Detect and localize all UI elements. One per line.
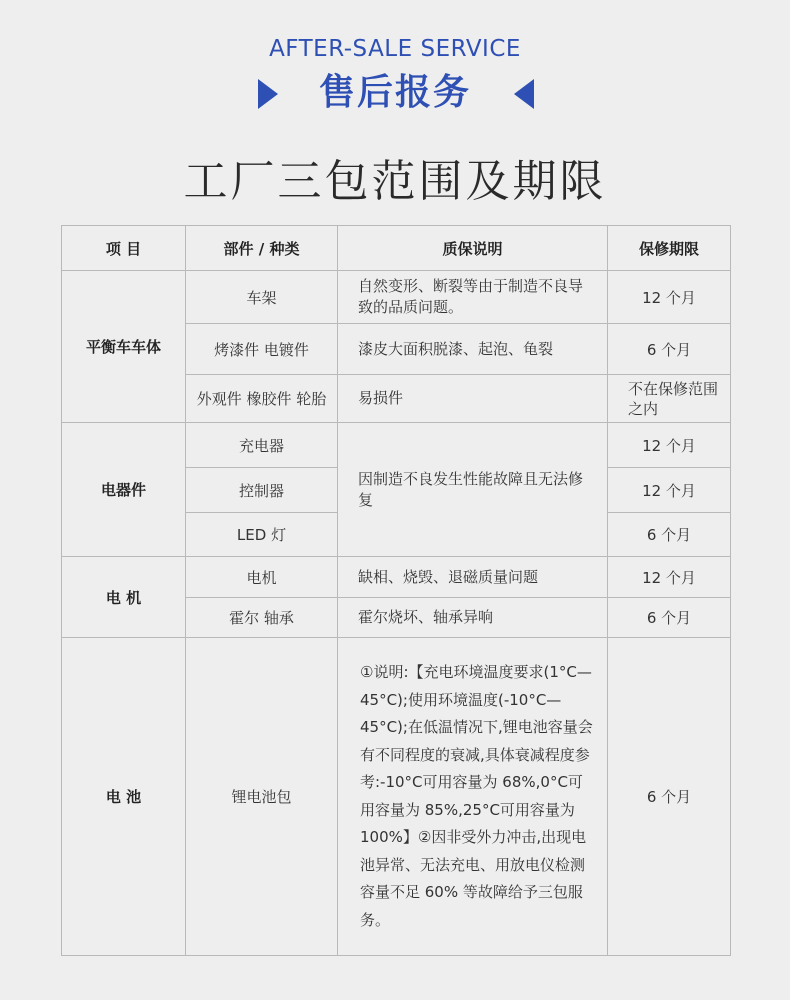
table-row [62,638,731,956]
part-cell: 外观件 橡胶件 轮胎 [186,375,338,423]
period-cell: 12 个月 [608,557,731,598]
warranty-table [61,225,731,956]
period-cell: 12 个月 [608,468,731,513]
part-cell: 控制器 [186,468,338,513]
period-cell: 不在保修范围之内 [608,375,731,423]
period-cell: 6 个月 [608,598,731,638]
period-cell: 12 个月 [608,423,731,468]
desc-cell: 漆皮大面积脱漆、起泡、龟裂 [338,324,608,375]
period-cell: 6 个月 [608,638,731,956]
desc-cell: 缺相、烧毁、退磁质量问题 [338,557,608,598]
table-row [62,557,731,598]
header-title-cn: 售后报务 [318,72,471,113]
part-cell: LED 灯 [186,513,338,557]
column-header-item: 项 目 [62,226,186,271]
group-item-cell: 电器件 [62,423,186,557]
desc-cell: 自然变形、断裂等由于制造不良导致的品质问题。 [338,271,608,324]
desc-cell: 因制造不良发生性能故障且无法修复 [338,423,608,557]
table-row [62,423,731,468]
period-cell: 6 个月 [608,513,731,557]
group-item-cell: 平衡车车体 [62,271,186,423]
part-cell: 锂电池包 [186,638,338,956]
desc-cell: 霍尔烧坏、轴承异响 [338,598,608,638]
part-cell: 充电器 [186,423,338,468]
period-cell: 6 个月 [608,324,731,375]
table-row [62,271,731,324]
column-header-part: 部件 / 种类 [186,226,338,271]
part-cell: 车架 [186,271,338,324]
table-header-row [62,226,731,271]
page-title: 工厂三包范围及期限 [183,156,607,207]
column-header-period: 保修期限 [608,226,731,271]
desc-cell: 易损件 [338,375,608,423]
group-item-cell: 电 机 [62,557,186,638]
column-header-desc: 质保说明 [338,226,608,271]
group-item-cell: 电 池 [62,638,186,956]
header-title-row [0,68,790,118]
header-subtitle-en: AFTER-SALE SERVICE [269,36,521,62]
part-cell: 烤漆件 电镀件 [186,324,338,375]
desc-cell: ①说明:【充电环境温度要求(1°C—45°C);使用环境温度(-10°C—45°C);在低温情况下,锂电池容量会有不同程度的衰减,具体衰减程度参考:-10°C可用容量为 68%,0°C可用容量为 85%,25°C可用容量为 100%】②因非受外力冲击,出现电池异常、无法充电、用放电仪检测容量不足 60% 等故障给予三包服务。 [338,638,608,956]
part-cell: 霍尔 轴承 [186,598,338,638]
period-cell: 12 个月 [608,271,731,324]
triangle-left-icon [514,79,534,109]
part-cell: 电机 [186,557,338,598]
